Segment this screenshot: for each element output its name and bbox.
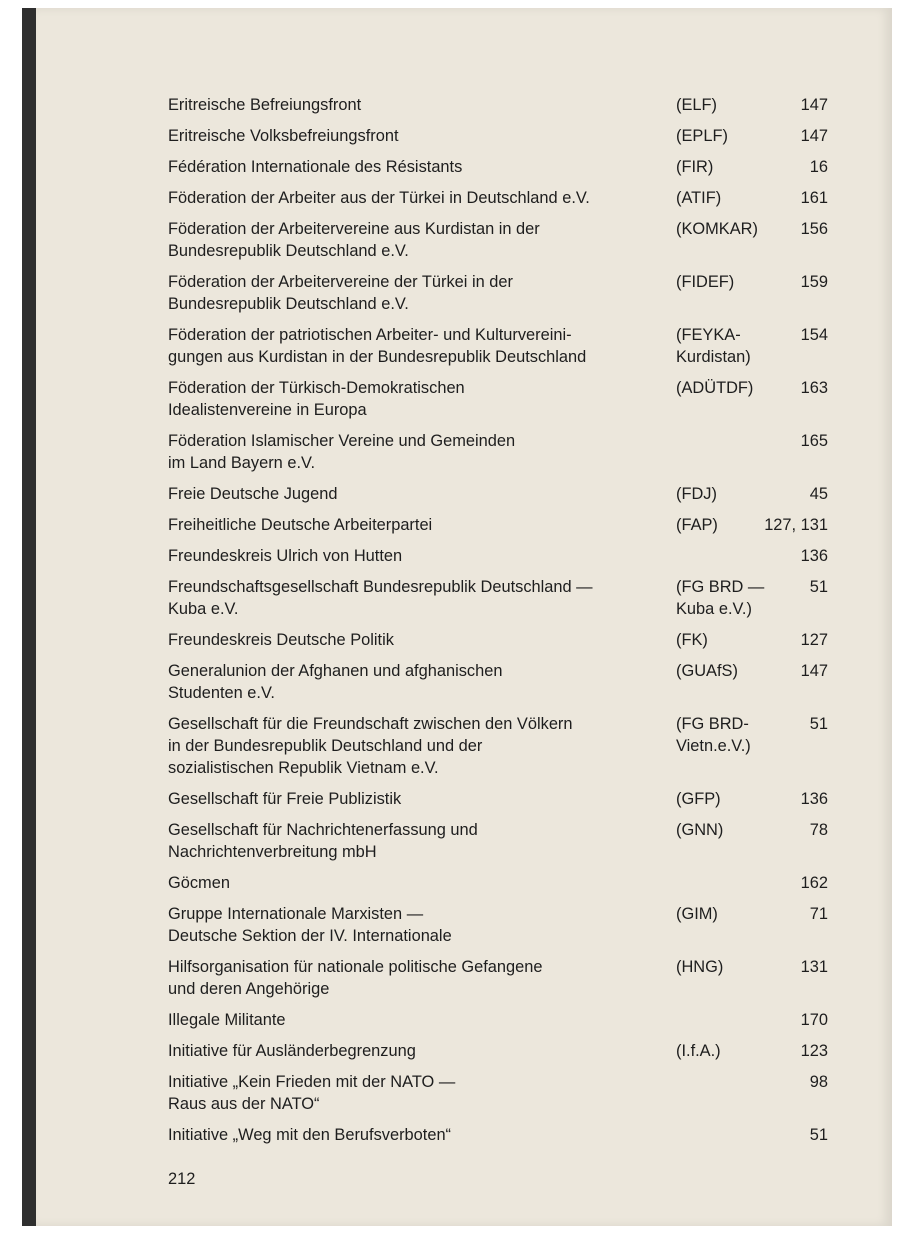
index-entry [168,324,828,368]
entry-page-refs: 123 [800,1042,828,1060]
index-entry [168,1009,828,1031]
entry-name: Generalunion der Afghanen und afghanischen Studenten e.V. [168,662,503,702]
entry-page-refs: 16 [809,158,828,176]
page-number: 212 [168,1170,196,1188]
entry-name: Gesellschaft für Nachrichtenerfassung und Nachrichtenverbreitung mbH [168,821,478,861]
index-entry [168,125,828,147]
entry-name: Hilfsorganisation für nationale politische Gefangene und deren Angehörige [168,958,543,998]
entry-abbreviation: (I.f.A.) [676,1042,721,1060]
entry-page-refs: 170 [800,1011,828,1029]
entry-name: Freundeskreis Deutsche Politik [168,631,394,649]
entry-name: Föderation Islamischer Vereine und Gemeinden im Land Bayern e.V. [168,432,516,472]
entry-page-refs: 45 [809,485,828,503]
entry-abbreviation: (FG BRD- Vietn.e.V.) [676,715,751,755]
entry-page-refs: 98 [809,1073,828,1091]
entry-abbreviation: (GFP) [676,790,721,808]
entry-name: Göcmen [168,874,230,892]
entry-name: Illegale Militante [168,1011,286,1029]
entry-page-refs: 162 [800,874,828,892]
index-entry [168,156,828,178]
index-entry [168,271,828,315]
index-entry [168,94,828,116]
index-entry [168,514,828,536]
entry-page-refs: 147 [800,127,828,145]
entry-name: Föderation der patriotischen Arbeiter- und Kulturvereini- gungen aus Kurdistan in der Bundesrepublik Deutschland [168,326,587,366]
organization-index-list [168,94,828,1155]
entry-name: Föderation der Arbeitervereine aus Kurdistan in der Bundesrepublik Deutschland e.V. [168,220,540,260]
entry-abbreviation: (EPLF) [676,127,728,145]
entry-page-refs: 147 [800,96,828,114]
entry-page-refs: 147 [800,662,828,680]
entry-name: Freie Deutsche Jugend [168,485,338,503]
index-entry [168,629,828,651]
entry-abbreviation: (FG BRD — Kuba e.V.) [676,578,765,618]
entry-name: Initiative „Weg mit den Berufsverboten“ [168,1126,452,1144]
entry-abbreviation: (GIM) [676,905,718,923]
index-entry [168,377,828,421]
entry-page-refs: 154 [800,326,828,344]
entry-name: Fédération Internationale des Résistants [168,158,463,176]
entry-abbreviation: (ADÜTDF) [676,379,754,397]
index-entry [168,1040,828,1062]
entry-name: Gesellschaft für Freie Publizistik [168,790,402,808]
index-entry [168,660,828,704]
entry-abbreviation: (ATIF) [676,189,722,207]
entry-abbreviation: (FDJ) [676,485,717,503]
entry-page-refs: 156 [800,220,828,238]
index-entry [168,956,828,1000]
entry-name: Initiative „Kein Frieden mit der NATO — Raus aus der NATO“ [168,1073,456,1113]
entry-name: Initiative für Ausländerbegrenzung [168,1042,416,1060]
index-entry [168,483,828,505]
entry-page-refs: 136 [800,547,828,565]
entry-page-refs: 51 [809,1126,828,1144]
entry-abbreviation: (FIDEF) [676,273,735,291]
index-entry [168,218,828,262]
entry-abbreviation: (GUAfS) [676,662,738,680]
book-page [22,8,892,1226]
entry-abbreviation: (ELF) [676,96,717,114]
entry-name: Föderation der Arbeitervereine der Türkei in der Bundesrepublik Deutschland e.V. [168,273,513,313]
entry-name: Freiheitliche Deutsche Arbeiterpartei [168,516,433,534]
index-entry [168,713,828,779]
index-entry [168,1124,828,1146]
entry-page-refs: 163 [800,379,828,397]
entry-page-refs: 51 [809,578,828,596]
entry-page-refs: 131 [800,958,828,976]
entry-abbreviation: (FIR) [676,158,714,176]
index-entry [168,819,828,863]
entry-page-refs: 71 [809,905,828,923]
index-entry [168,545,828,567]
entry-name: Freundeskreis Ulrich von Hutten [168,547,403,565]
index-entry [168,1071,828,1115]
entry-name: Gesellschaft für die Freundschaft zwischen den Völkern in der Bundesrepublik Deutschland und der sozialistischen Republik Vietnam e.V. [168,715,573,777]
entry-page-refs: 51 [809,715,828,733]
entry-name: Föderation der Türkisch-Demokratischen Idealistenvereine in Europa [168,379,465,419]
entry-page-refs: 159 [800,273,828,291]
index-entry [168,576,828,620]
entry-abbreviation: (KOMKAR) [676,220,758,238]
entry-page-refs: 161 [800,189,828,207]
entry-abbreviation: (FAP) [676,516,718,534]
entry-page-refs: 136 [800,790,828,808]
entry-name: Eritreische Befreiungsfront [168,96,362,114]
index-entry [168,187,828,209]
entry-name: Eritreische Volksbefreiungsfront [168,127,399,145]
entry-page-refs: 127, 131 [764,516,828,534]
entry-page-refs: 165 [800,432,828,450]
index-entry [168,872,828,894]
entry-name: Freundschaftsgesellschaft Bundesrepublik Deutschland — Kuba e.V. [168,578,593,618]
entry-abbreviation: (GNN) [676,821,724,839]
index-entry [168,788,828,810]
index-entry [168,903,828,947]
entry-abbreviation: (HNG) [676,958,724,976]
entry-name: Föderation der Arbeiter aus der Türkei in Deutschland e.V. [168,189,590,207]
entry-name: Gruppe Internationale Marxisten — Deutsche Sektion der IV. Internationale [168,905,452,945]
entry-page-refs: 78 [809,821,828,839]
entry-page-refs: 127 [800,631,828,649]
index-entry [168,430,828,474]
entry-abbreviation: (FK) [676,631,708,649]
entry-abbreviation: (FEYKA- Kurdistan) [676,326,751,366]
